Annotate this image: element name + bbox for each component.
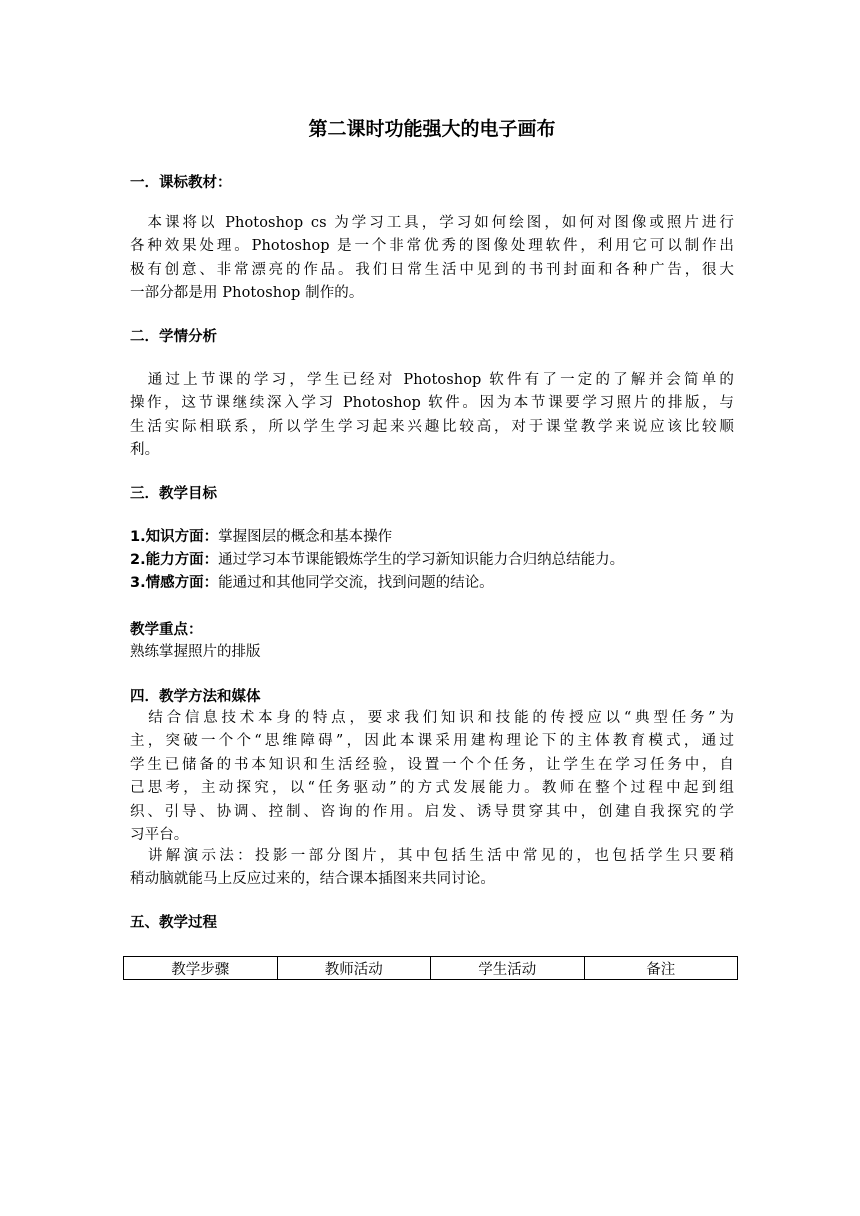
- objective-emotion: [130, 572, 494, 594]
- table-header-cell: 学生活动: [431, 957, 585, 980]
- paragraph-line: 利。: [130, 442, 160, 459]
- section-heading-student-analysis: 二．学情分析: [130, 329, 217, 345]
- paragraph-line: 生活实际相联系，所以学生学习起来兴趣比较高，对于课堂教学来说应该比较顺: [130, 418, 734, 435]
- paragraph-line: 各种效果处理。Photoshop 是一个非常优秀的图像处理软件，利用它可以制作出: [130, 238, 734, 255]
- process-table: [123, 956, 738, 980]
- paragraph-line: 本课将以 Photoshop cs 为学习工具，学习如何绘图，如何对图像或照片进行: [130, 215, 734, 231]
- paragraph-methods: [130, 707, 734, 847]
- paragraph-line: 稍动脑就能马上反应过来的，结合课本插图来共同讨论。: [130, 871, 495, 888]
- paragraph-line: 讲解演示法：投影一部分图片，其中包括生活中常见的，也包括学生只要稍: [130, 848, 734, 864]
- objective-ability: [130, 549, 624, 571]
- section-heading-process: 五、教学过程: [130, 915, 217, 931]
- table-header-cell: 备注: [584, 957, 738, 980]
- objective-label: 2.能力方面：: [130, 552, 219, 568]
- key-point-text: 熟练掌握照片的排版: [130, 644, 261, 660]
- key-point-heading: 教学重点：: [130, 622, 203, 638]
- paragraph-line: 操作，这节课继续深入学习 Photoshop 软件。因为本节课要学习照片的排版，与: [130, 395, 734, 412]
- paragraph-line: 主，突破一个个“思维障碍”，因此本课采用建构理论下的主体教育模式，通过: [130, 733, 734, 750]
- objective-text: 通过学习本节课能锻炼学生的学习新知识能力合归纳总结能力。: [218, 552, 625, 568]
- paragraph-line: 一部分都是用 Photoshop 制作的。: [130, 285, 364, 302]
- paragraph-line: 己思考，主动探究，以“任务驱动”的方式发展能力。教师在整个过程中起到组: [130, 780, 734, 797]
- paragraph-line: 学生已储备的书本知识和生活经验，设置一个个任务，让学生在学习任务中，自: [130, 756, 734, 773]
- section-heading-methods: 四．教学方法和媒体: [130, 689, 261, 705]
- section-heading-objectives: 三．教学目标: [130, 486, 217, 502]
- paragraph-line: 织、引导、协调、控制、咨询的作用。启发、诱导贯穿其中，创建自我探究的学: [130, 803, 734, 820]
- paragraph-line: 结合信息技术本身的特点，要求我们知识和技能的传授应以“典型任务”为: [130, 710, 734, 726]
- paragraph-line: 通过上节课的学习，学生已经对 Photoshop 软件有了一定的了解并会简单的: [130, 372, 734, 388]
- objective-text: 能通过和其他同学交流，找到问题的结论。: [218, 575, 494, 591]
- paragraph-line: 习平台。: [130, 827, 189, 844]
- paragraph-line: 极有创意、非常漂亮的作品。我们日常生活中见到的书刊封面和各种广告，很大: [130, 261, 734, 278]
- table-header-cell: 教师活动: [277, 957, 431, 980]
- objective-label: 3.情感方面：: [130, 575, 219, 591]
- objective-text: 掌握图层的概念和基本操作: [218, 529, 393, 545]
- table-header-row: [124, 957, 738, 980]
- objective-label: 1.知识方面：: [130, 529, 219, 545]
- table-header-cell: 教学步骤: [124, 957, 278, 980]
- paragraph-student-analysis: [130, 369, 734, 463]
- section-heading-curriculum: 一．课标教材：: [130, 175, 232, 191]
- paragraph-curriculum: [130, 212, 734, 306]
- objective-knowledge: [130, 526, 392, 548]
- paragraph-demonstration: [130, 845, 734, 892]
- page-title: 第二课时功能强大的电子画布: [308, 118, 556, 140]
